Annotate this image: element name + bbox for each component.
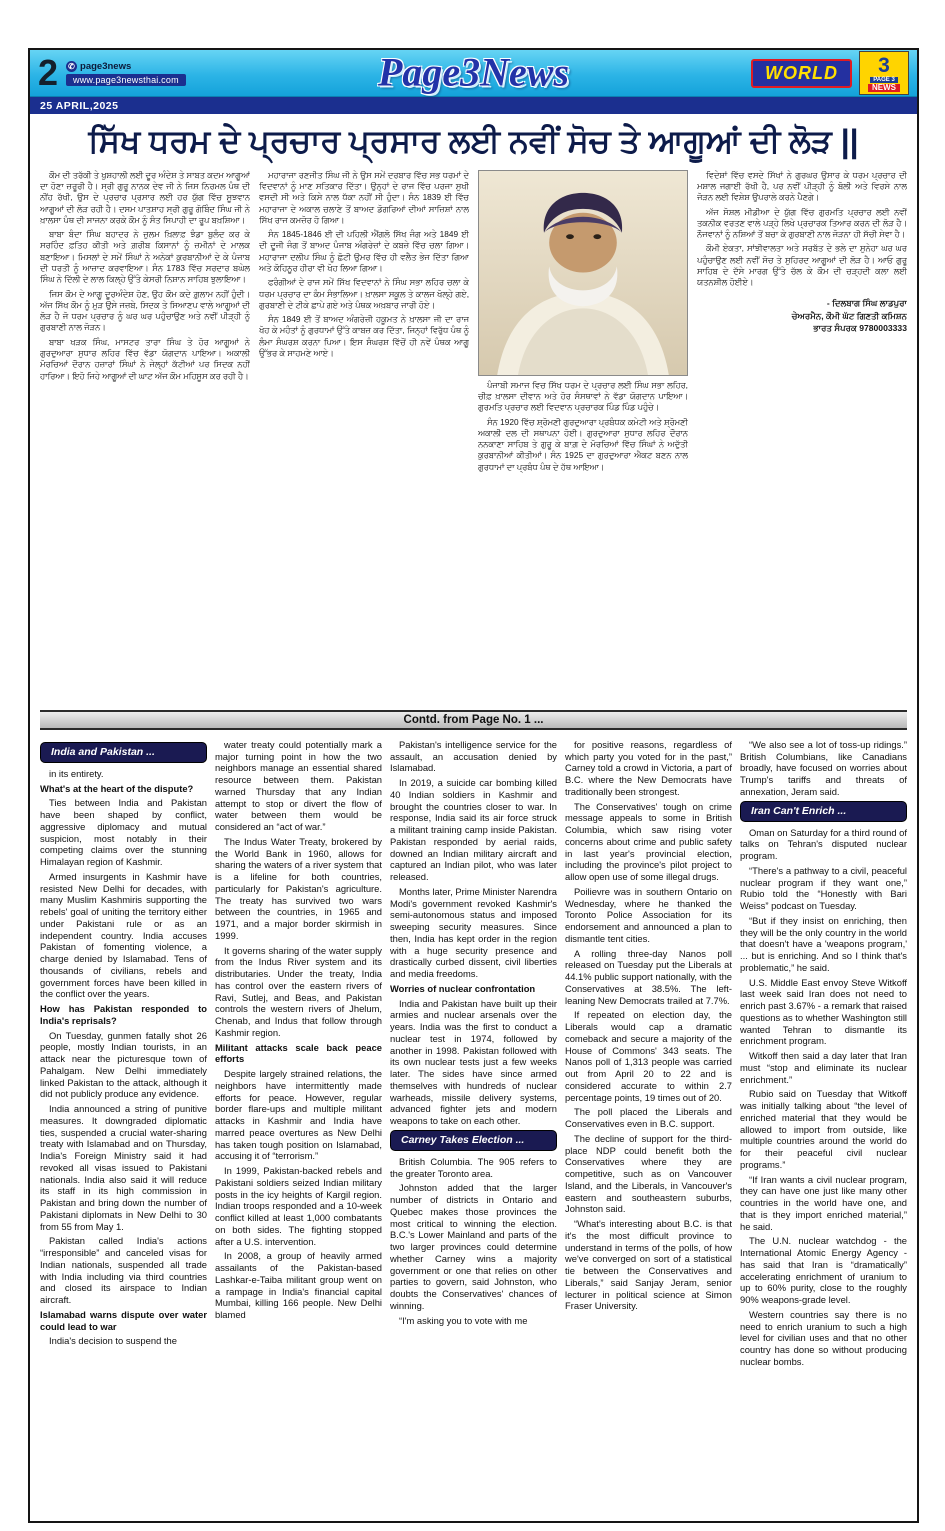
paragraph: ਪੰਜਾਬੀ ਸਮਾਜ ਵਿਚ ਸਿੱਖ ਧਰਮ ਦੇ ਪ੍ਰਚਾਰ ਲਈ ਸਿੰਘ ਸਭਾ ਲਹਿਰ, ਚੀਫ਼ ਖ਼ਾਲਸਾ ਦੀਵਾਨ ਅਤੇ ਹੋਰ ਸੰਸਥਾਵਾਂ ਨੇ ਵੱਡਾ ਯੋਗਦਾਨ ਪਾਇਆ। ਗੁਰਮਤਿ ਪ੍ਰਚਾਰ ਲਈ ਵਿਦਵਾਨ ਪ੍ਰਚਾਰਕ ਪਿੰਡ ਪਿੰਡ ਪਹੁੰਚੇ।: [478, 379, 688, 413]
punjabi-article: [30, 164, 917, 708]
paragraph: ਫਰੰਗੀਆਂ ਦੇ ਰਾਜ ਸਮੇਂ ਸਿੱਖ ਵਿਦਵਾਨਾਂ ਨੇ ਸਿੰਘ ਸਭਾ ਲਹਿਰ ਚਲਾ ਕੇ ਧਰਮ ਪ੍ਰਚਾਰ ਦਾ ਕੰਮ ਸੰਭਾਲਿਆ। ਖ਼ਾਲਸਾ ਸਕੂਲ ਤੇ ਕਾਲਜ ਖੋਲ੍ਹੇ ਗਏ, ਗੁਰਬਾਣੀ ਦੇ ਟੀਕੇ ਛਾਪੇ ਗਏ ਅਤੇ ਪੰਥਕ ਅਖ਼ਬਾਰ ਜਾਰੀ ਹੋਏ।: [259, 277, 469, 310]
paragraph: “But if they insist on enriching, then they will be the only country in the world that doesn't have a 'weapons program,' ... but is enriching. And so I think that's problematic,” he said.: [740, 914, 907, 973]
paragraph: Ties between India and Pakistan have been shaped by conflict, aggressive diplomacy and mutual suspicion, most notably in their competing claims over the stunning Himalayan region of Kashmir.: [40, 797, 207, 868]
paragraph: ਜਿਸ ਕੌਮ ਦੇ ਆਗੂ ਦੂਰਅੰਦੇਸ਼ ਹੋਣ, ਉਹ ਕੌਮ ਕਦੇ ਗ਼ੁਲਾਮ ਨਹੀਂ ਹੁੰਦੀ। ਅੱਜ ਸਿੱਖ ਕੌਮ ਨੂੰ ਮੁੜ ਉਸੇ ਜਜ਼ਬੇ, ਸਿਦਕ ਤੇ ਸਿਆਣਪ ਵਾਲੇ ਆਗੂਆਂ ਦੀ ਲੋੜ ਹੈ ਜੋ ਧਰਮ ਪ੍ਰਚਾਰ ਨੂੰ ਘਰ ਘਰ ਪਹੁੰਚਾਉਣ ਅਤੇ ਨਵੀਂ ਪੀੜ੍ਹੀ ਨੂੰ ਗੁਰਬਾਣੀ ਨਾਲ ਜੋੜਨ।: [40, 288, 250, 333]
punjabi-column-3: [478, 170, 688, 704]
newspaper-page: [28, 48, 919, 1523]
paragraph: “What's interesting about B.C. is that it's the most difficult province to understand in terms of the polls, of how we've converged on sort of a statistical tie between the Conservatives and Liberals,” said Sanjay Jeram, senior lecturer in political science at Simon Fraser University.: [565, 1218, 732, 1312]
issue-date: 25 APRIL,2025: [40, 99, 119, 112]
paragraph: India announced a string of punitive measures. It downgraded diplomatic ties, suspended a crucial water-sharing treaty with Islamabad and on Thursday, India's Foreign Ministry said it had revoked all visas issued to Pakistani nationals. India also said it will reduce its staff in its high commission in Pakistan and bring down the number of Pakistani diplomats in New Delhi to 30 from 55 from May 1.: [40, 1103, 207, 1232]
india-pakistan-col2-text: [215, 739, 382, 1321]
section-header-iran-enrich: Iran Can't Enrich ...: [740, 801, 907, 822]
masthead-title: Page3News: [377, 49, 570, 95]
paragraph: Pakistan called India's actions “irresponsible” and canceled visas for Indian nationals, suspended all trade with India including via third countries and closed its airspace to Indian aircraft.: [40, 1235, 207, 1306]
page3-logo-number: 3: [878, 53, 890, 77]
paragraph: water treaty could potentially mark a major turning point in how the two neighbors manage an essential shared resource between them. Pakistan warned Thursday that any Indian attempt to stop or divert the flow of water between them would be considered an “act of war.”: [215, 738, 382, 833]
paragraph: It governs sharing of the water supply from the Indus River system and its distributaries. Under the treaty, India has control over the eastern rivers of Ravi, Sutlej, and Beas, and Pakistan controls the western rivers of Jhelum, Chenab, and Indus that follow through Kashmir region.: [215, 944, 382, 1038]
paragraph: Worries of nuclear confrontation: [390, 982, 536, 994]
paragraph: A rolling three-day Nanos poll released on Tuesday put the Liberals at 44.1% public support nationally, with the Conservatives at 38.5%. The left-leaning New Democrats trailed at 7.7%.: [565, 947, 732, 1006]
paragraph: for positive reasons, regardless of which party you voted for in the past,” Carney told a crowd in Victoria, a part of B.C. where the New Democrats have traditionally been strongest.: [565, 738, 732, 797]
paragraph: India and Pakistan have built up their armies and nuclear arsenals over the years. India was the first to conduct a nuclear test in 1974, followed by another in 1998. Pakistan followed with its own nuclear tests just a few weeks later. The sides have since armed themselves with hundreds of nuclear warheads, missile delivery systems, advanced fighter jets and modern weapons to take on each other.: [390, 997, 557, 1127]
paragraph: British Columbia. The 905 refers to the greater Toronto area.: [390, 1155, 557, 1179]
punjabi-column-3-text: [478, 380, 688, 473]
english-column-1: [40, 739, 207, 1507]
author-signature: [697, 297, 907, 336]
paragraph: ਕੌਮੀ ਏਕਤਾ, ਸਾਂਝੀਵਾਲਤਾ ਅਤੇ ਸਰਬੱਤ ਦੇ ਭਲੇ ਦਾ ਸੁਨੇਹਾ ਘਰ ਘਰ ਪਹੁੰਚਾਉਣ ਲਈ ਨਵੀਂ ਸੋਚ ਤੇ ਸੁਹਿਰਦ ਆਗੂਆਂ ਦੀ ਲੋੜ ਹੈ। ਆਓ ਗੁਰੂ ਸਾਹਿਬ ਦੇ ਦੱਸੇ ਮਾਰਗ ਉੱਤੇ ਚੱਲ ਕੇ ਕੌਮ ਦੀ ਚੜ੍ਹਦੀ ਕਲਾ ਲਈ ਯਤਨਸ਼ੀਲ ਹੋਈਏ।: [697, 243, 907, 288]
carney-col4-text: [565, 739, 732, 1312]
paragraph: ਅੱਜ ਸੋਸ਼ਲ ਮੀਡੀਆ ਦੇ ਯੁੱਗ ਵਿੱਚ ਗੁਰਮਤਿ ਪ੍ਰਚਾਰ ਲਈ ਨਵੀਂ ਤਕਨੀਕ ਵਰਤਣ ਵਾਲੇ ਪੜ੍ਹੇ ਲਿਖੇ ਪ੍ਰਚਾਰਕ ਤਿਆਰ ਕਰਨ ਦੀ ਲੋੜ ਹੈ। ਨੌਜਵਾਨਾਂ ਨੂੰ ਨਸ਼ਿਆਂ ਤੋਂ ਬਚਾ ਕੇ ਗੁਰਬਾਣੀ ਨਾਲ ਜੋੜਨਾ ਹੀ ਸੱਚੀ ਸੇਵਾ ਹੈ।: [697, 206, 907, 240]
paragraph: The poll placed the Liberals and Conservatives even in B.C. support.: [565, 1106, 732, 1130]
india-pakistan-col1-text: [40, 768, 207, 1347]
page3-logo: [859, 51, 909, 95]
carney-col5-text: [740, 739, 907, 798]
paragraph: Militant attacks scale back peace efforts: [215, 1041, 382, 1065]
brand-small-label: page3news: [80, 60, 132, 72]
article-photo: [478, 170, 688, 376]
world-section-badge: WORLD: [751, 59, 852, 88]
paragraph: The decline of support for the third-place NDP could benefit both the Conservatives where they are competitive, such as on Vancouver Island, and the Liberals, in Vancouver's eastern and southeastern suburbs, Johnston said.: [565, 1132, 732, 1215]
paragraph: ਬਾਬਾ ਬੰਦਾ ਸਿੰਘ ਬਹਾਦਰ ਨੇ ਜ਼ੁਲਮ ਖ਼ਿਲਾਫ਼ ਝੰਡਾ ਬੁਲੰਦ ਕਰ ਕੇ ਸਰਹਿੰਦ ਫ਼ਤਿਹ ਕੀਤੀ ਅਤੇ ਗ਼ਰੀਬ ਕਿਸਾਨਾਂ ਨੂੰ ਜ਼ਮੀਨਾਂ ਦੇ ਮਾਲਕ ਬਣਾਇਆ। ਮਿਸਲਾਂ ਦੇ ਸਮੇਂ ਸਿੰਘਾਂ ਨੇ ਅਨੇਕਾਂ ਕੁਰਬਾਨੀਆਂ ਦੇ ਕੇ ਪੰਜਾਬ ਦੀ ਧਰਤੀ ਨੂੰ ਆਜ਼ਾਦ ਕਰਵਾਇਆ। ਸੰਨ 1783 ਵਿੱਚ ਸਰਦਾਰ ਬਘੇਲ ਸਿੰਘ ਨੇ ਦਿੱਲੀ ਦੇ ਲਾਲ ਕਿਲ੍ਹੇ ਉੱਤੇ ਕੇਸਰੀ ਨਿਸ਼ਾਨ ਸਾਹਿਬ ਝੁਲਾਇਆ।: [40, 229, 250, 285]
page3-logo-news: NEWS: [868, 84, 900, 92]
paragraph: How has Pakistan responded to India's reprisals?: [40, 1003, 207, 1026]
paragraph: In 1999, Pakistan-backed rebels and Pakistani soldiers seized Indian military posts in the icy heights of Kargil region. Indian troops responded and a 10-week conflict killed at least 1,000 combatants on both sides. The fighting stopped after a U.S. intervention.: [215, 1165, 382, 1247]
masthead-right: [751, 51, 909, 95]
page-number: 2: [38, 52, 59, 93]
paragraph: Western countries say there is no need to enrich uranium to such a high level for civilian uses and that no other country has done so without producing nuclear bombs.: [740, 1308, 907, 1367]
paragraph: The Indus Water Treaty, brokered by the World Bank in 1960, allows for sharing the waters of a river system that is a lifeline for both countries, particularly for Pakistan's agriculture. The treaty has survived two wars between the countries, in 1965 and 1971, and a major border skirmish in 1999.: [215, 835, 382, 941]
paragraph: If repeated on election day, the Liberals would cap a dramatic comeback and secure a majority of the House of Commons' 343 seats. The Nanos poll of 1,313 people was carried out from April 20 to 22 and is considered accurate to within 2.7 percentage points, 19 times out of 20.: [565, 1009, 732, 1103]
paragraph: Armed insurgents in Kashmir have resisted New Delhi for decades, with many Muslim Kashmiris supporting the rebels' goal of uniting the territory either under Pakistani rule or as an independent country. India accuses Pakistan of fomenting violence, a charge denied by Islamabad. Tens of thousands of civilians, rebels and government forces have been killed in the conflict over the years.: [40, 870, 207, 1000]
punjabi-column-4-text: [697, 170, 907, 289]
paragraph: “We also see a lot of toss-up ridings.” British Columbians, like Canadians broadly, have focused on worries about Trump's tariffs and threats of annexation, Jeram said.: [740, 738, 907, 797]
paragraph: Rubio said on Tuesday that Witkoff was initially talking about “the level of enriched material that they would be allowed to import from outside, like multiple countries around the world do for their peaceful civil nuclear programs.”: [740, 1088, 907, 1170]
english-articles: [30, 732, 917, 1515]
carney-col3-text: [390, 1156, 557, 1327]
paragraph: Poilievre was in southern Ontario on Wednesday, where he thanked the Toronto Police Association for its endorsement and announced a plan to dismantle tent cities.: [565, 885, 732, 944]
page3-logo-page3: PAGE 3: [870, 77, 898, 83]
paragraph: ਬਾਬਾ ਖੜਕ ਸਿੰਘ, ਮਾਸਟਰ ਤਾਰਾ ਸਿੰਘ ਤੇ ਹੋਰ ਆਗੂਆਂ ਨੇ ਗੁਰਦੁਆਰਾ ਸੁਧਾਰ ਲਹਿਰ ਵਿੱਚ ਵੱਡਾ ਯੋਗਦਾਨ ਪਾਇਆ। ਅਕਾਲੀ ਮੋਰਚਿਆਂ ਦੌਰਾਨ ਹਜ਼ਾਰਾਂ ਸਿੰਘਾਂ ਨੇ ਜੇਲ੍ਹਾਂ ਕੱਟੀਆਂ ਪਰ ਸਿਦਕ ਨਹੀਂ ਹਾਰਿਆ। ਇਹੋ ਜਿਹੇ ਆਗੂਆਂ ਦੀ ਘਾਟ ਅੱਜ ਕੌਮ ਮਹਿਸੂਸ ਕਰ ਰਹੀ ਹੈ।: [40, 336, 250, 381]
author-contact: ਭਾਰਤ ਸੰਪਰਕ 9780003333: [813, 323, 907, 334]
paragraph: On Tuesday, gunmen fatally shot 26 people, mostly Indian tourists, in an attack near the picturesque town of Pahalgam. New Delhi immediately linked Pakistan to the attack, although it did not publicly produce any evidence.: [40, 1029, 207, 1100]
paragraph: in its entirety.: [49, 767, 104, 779]
paragraph: ਸੰਨ 1845-1846 ਈ ਦੀ ਪਹਿਲੀ ਐਂਗਲੋ ਸਿੱਖ ਜੰਗ ਅਤੇ 1849 ਈ ਦੀ ਦੂਜੀ ਜੰਗ ਤੋਂ ਬਾਅਦ ਪੰਜਾਬ ਅੰਗਰੇਜ਼ਾਂ ਦੇ ਕਬਜ਼ੇ ਵਿੱਚ ਚਲਾ ਗਿਆ। ਮਹਾਰਾਜਾ ਦਲੀਪ ਸਿੰਘ ਨੂੰ ਛੋਟੀ ਉਮਰ ਵਿੱਚ ਹੀ ਵਲੈਤ ਭੇਜ ਦਿੱਤਾ ਗਿਆ ਅਤੇ ਕੋਹਿਨੂਰ ਹੀਰਾ ਵੀ ਖੋਹ ਲਿਆ ਗਿਆ।: [259, 229, 469, 274]
english-column-3: [390, 739, 557, 1507]
paragraph: “If Iran wants a civil nuclear program, they can have one just like many other countries in the world have one, and that is they import enriched material,” he said.: [740, 1173, 907, 1232]
paragraph: Witkoff then said a day later that Iran must “stop and eliminate its nuclear enrichment.”: [740, 1050, 907, 1085]
paragraph: Pakistan's intelligence service for the assault, an accusation denied by Islamabad.: [390, 738, 557, 774]
phone-icon: ✆: [66, 61, 77, 72]
punjabi-column-1: [40, 170, 250, 704]
continued-from-banner: Contd. from Page No. 1 ...: [40, 710, 907, 730]
paragraph: Johnston added that the larger number of districts in Ontario and Quebec makes those provinces the most critical to winning the election. B.C.'s Lower Mainland and parts of the two larger provinces could determine whether Carney wins a majority government or one that relies on other parties to govern, said Johnston, who doubts the Conservatives' chances of winning.: [390, 1182, 557, 1311]
paragraph: Oman on Saturday for a third round of talks on Tehran's disputed nuclear program.: [740, 826, 907, 862]
paragraph: ਸੰਨ 1849 ਈ ਤੋਂ ਬਾਅਦ ਅੰਗਰੇਜ਼ੀ ਹਕੂਮਤ ਨੇ ਖ਼ਾਲਸਾ ਜੀ ਦਾ ਰਾਜ ਖੋਹ ਕੇ ਮਹੰਤਾਂ ਨੂੰ ਗੁਰਧਾਮਾਂ ਉੱਤੇ ਕਾਬਜ਼ ਕਰ ਦਿੱਤਾ, ਜਿਨ੍ਹਾਂ ਵਿਰੁੱਧ ਪੰਥ ਨੂੰ ਲੰਮਾ ਸੰਘਰਸ਼ ਕਰਨਾ ਪਿਆ। ਇਸ ਸੰਘਰਸ਼ ਵਿੱਚੋਂ ਹੀ ਨਵੇਂ ਪੰਥਕ ਆਗੂ ਉੱਭਰ ਕੇ ਸਾਹਮਣੇ ਆਏ।: [259, 314, 469, 359]
section-header-carney-election: Carney Takes Election ...: [390, 1130, 557, 1151]
paragraph: In 2019, a suicide car bombing killed 40 Indian soldiers in Kashmir and brought the countries closer to war. In response, India said its air force struck a militant training camp inside Pakistan. Pakistan responded by aerial raids, downed an Indian military aircraft and captured an Indian pilot, who was later released.: [390, 777, 557, 883]
section-header-india-pakistan: India and Pakistan ...: [40, 742, 207, 763]
paragraph: U.S. Middle East envoy Steve Witkoff last week said Iran does not need to enrich past 3.67% - a remark that raised questions as to whether Washington still wanted Tehran to dismantle its enrichment program.: [740, 976, 907, 1047]
paragraph: Despite largely strained relations, the neighbors have intermittently made efforts for peace. However, regular border flare-ups and multiple militant attacks in Kashmir and India have marred peace overtures as New Delhi has taken tough position on Islamabad, accusing it of “terrorism.”: [215, 1068, 382, 1162]
paragraph: What's at the heart of the dispute?: [40, 782, 194, 794]
author-title: ਚੇਅਰਮੈਨ, ਕੌਮੀ ਘੱਟ ਗਿਣਤੀ ਕਮਿਸ਼ਨ: [791, 310, 907, 321]
india-pakistan-col3-text: [390, 739, 557, 1127]
paragraph: India's decision to suspend the: [49, 1335, 177, 1347]
paragraph: The Conservatives' tough on crime message appeals to some in British Columbia, which saw rising voter concerns about crime and public safety in last year's provincial election, including the province's pilot project to allow open use of some illegal drugs.: [565, 800, 732, 883]
paragraph: ਮਹਾਰਾਜਾ ਰਣਜੀਤ ਸਿੰਘ ਜੀ ਨੇ ਉਸ ਸਮੇਂ ਦਰਬਾਰ ਵਿੱਚ ਸਭ ਧਰਮਾਂ ਦੇ ਵਿਦਵਾਨਾਂ ਨੂੰ ਮਾਣ ਸਤਿਕਾਰ ਦਿੱਤਾ। ਉਨ੍ਹਾਂ ਦੇ ਰਾਜ ਵਿੱਚ ਪਰਜਾ ਸੁਖੀ ਵਸਦੀ ਸੀ ਅਤੇ ਕਿਸੇ ਨਾਲ ਧੱਕਾ ਨਹੀਂ ਸੀ ਹੁੰਦਾ। ਸੰਨ 1839 ਈ ਵਿੱਚ ਮਹਾਰਾਜਾ ਦੇ ਅਕਾਲ ਚਲਾਣੇ ਤੋਂ ਬਾਅਦ ਡੋਗਰਿਆਂ ਦੀਆਂ ਸਾਜ਼ਿਸ਼ਾਂ ਨਾਲ ਸਿੱਖ ਰਾਜ ਕਮਜ਼ੋਰ ਹੋ ਗਿਆ।: [259, 169, 469, 225]
masthead-band: [30, 50, 917, 97]
paragraph: “I'm asking you to vote with me: [399, 1314, 528, 1326]
paragraph: Months later, Prime Minister Narendra Modi's government revoked Kashmir's semi-autonomous status and imposed sweeping security measures. Since then, India has kept order in the region with a huge security presence and drastically curbed dissent, civil liberties and media freedoms.: [390, 885, 557, 980]
iran-col5-text: [740, 827, 907, 1368]
paragraph: The U.N. nuclear watchdog - the International Atomic Energy Agency - has said that Iran is “dramatically” accelerating enrichment of uranium to up to 60% purity, close to the roughly 90% weapons-grade level.: [740, 1235, 907, 1306]
paragraph: ਸੰਨ 1920 ਵਿੱਚ ਸ਼੍ਰੋਮਣੀ ਗੁਰਦੁਆਰਾ ਪ੍ਰਬੰਧਕ ਕਮੇਟੀ ਅਤੇ ਸ਼੍ਰੋਮਣੀ ਅਕਾਲੀ ਦਲ ਦੀ ਸਥਾਪਨਾ ਹੋਈ। ਗੁਰਦੁਆਰਾ ਸੁਧਾਰ ਲਹਿਰ ਦੌਰਾਨ ਨਨਕਾਣਾ ਸਾਹਿਬ ਤੇ ਗੁਰੂ ਕੇ ਬਾਗ਼ ਦੇ ਮੋਰਚਿਆਂ ਵਿੱਚ ਸਿੰਘਾਂ ਨੇ ਅਦੁੱਤੀ ਕੁਰਬਾਨੀਆਂ ਕੀਤੀਆਂ। ਸੰਨ 1925 ਦਾ ਗੁਰਦੁਆਰਾ ਐਕਟ ਬਣਨ ਨਾਲ ਗੁਰਧਾਮਾਂ ਦਾ ਪ੍ਰਬੰਧ ਪੰਥ ਦੇ ਹੱਥ ਆਇਆ।: [478, 416, 688, 472]
punjabi-column-4: [697, 170, 907, 704]
punjabi-column-2: [259, 170, 469, 704]
paragraph: ਕੌਮ ਦੀ ਤਰੱਕੀ ਤੇ ਖੁਸ਼ਹਾਲੀ ਲਈ ਦੂਰ ਅੰਦੇਸ਼ ਤੇ ਸਾਬਤ ਕਦਮ ਆਗੂਆਂ ਦਾ ਹੋਣਾ ਜ਼ਰੂਰੀ ਹੈ। ਸ੍ਰੀ ਗੁਰੂ ਨਾਨਕ ਦੇਵ ਜੀ ਨੇ ਜਿਸ ਨਿਰਮਲ ਪੰਥ ਦੀ ਨੀਂਹ ਰੱਖੀ, ਉਸ ਦੇ ਪ੍ਰਚਾਰ ਪ੍ਰਸਾਰ ਲਈ ਹਰ ਯੁੱਗ ਵਿੱਚ ਸੂਝਵਾਨ ਆਗੂਆਂ ਦੀ ਲੋੜ ਰਹੀ ਹੈ। ਦਸਮ ਪਾਤਸ਼ਾਹ ਸ੍ਰੀ ਗੁਰੂ ਗੋਬਿੰਦ ਸਿੰਘ ਜੀ ਨੇ ਖ਼ਾਲਸਾ ਪੰਥ ਦੀ ਸਾਜਨਾ ਕਰਕੇ ਕੌਮ ਨੂੰ ਸੰਤ ਸਿਪਾਹੀ ਦਾ ਰੂਪ ਬਖ਼ਸ਼ਿਆ।: [40, 169, 250, 225]
author-name: - ਦਿਲਬਾਗ ਸਿੰਘ ਲਾਡਪੁਰਾ: [826, 297, 907, 308]
paragraph: In 2008, a group of heavily armed assailants of the Pakistan-based Lashkar-e-Taiba militant group went on a rampage in India's financial capital Mumbai, killing 166 people. New Delhi blamed: [215, 1250, 382, 1321]
date-bar: [30, 97, 917, 114]
main-headline: ਸਿੱਖ ਧਰਮ ਦੇ ਪ੍ਰਚਾਰ ਪ੍ਰਸਾਰ ਲਈ ਨਵੀਂ ਸੋਚ ਤੇ ਆਗੂਆਂ ਦੀ ਲੋੜ ||: [88, 123, 859, 159]
paragraph: “There's a pathway to a civil, peaceful nuclear program if they want one,” Rubio told the “Honestly with Bari Weiss” podcast on Tuesday.: [740, 864, 907, 912]
english-column-4: [565, 739, 732, 1507]
paragraph: Islamabad warns dispute over water could lead to war: [40, 1308, 207, 1332]
brand-mini: [66, 61, 186, 86]
english-column-5: [740, 739, 907, 1507]
paragraph: ਵਿਦੇਸ਼ਾਂ ਵਿੱਚ ਵਸਦੇ ਸਿੱਖਾਂ ਨੇ ਗੁਰਘਰ ਉਸਾਰ ਕੇ ਧਰਮ ਪ੍ਰਚਾਰ ਦੀ ਮਸ਼ਾਲ ਜਗਾਈ ਰੱਖੀ ਹੈ, ਪਰ ਨਵੀਂ ਪੀੜ੍ਹੀ ਨੂੰ ਬੋਲੀ ਅਤੇ ਵਿਰਸੇ ਨਾਲ ਜੋੜਨ ਲਈ ਵਿਸ਼ੇਸ਼ ਉਪਰਾਲੇ ਕਰਨੇ ਪੈਣਗੇ।: [697, 169, 907, 203]
english-column-2: [215, 739, 382, 1507]
website-url: www.page3newsthai.com: [66, 74, 186, 86]
